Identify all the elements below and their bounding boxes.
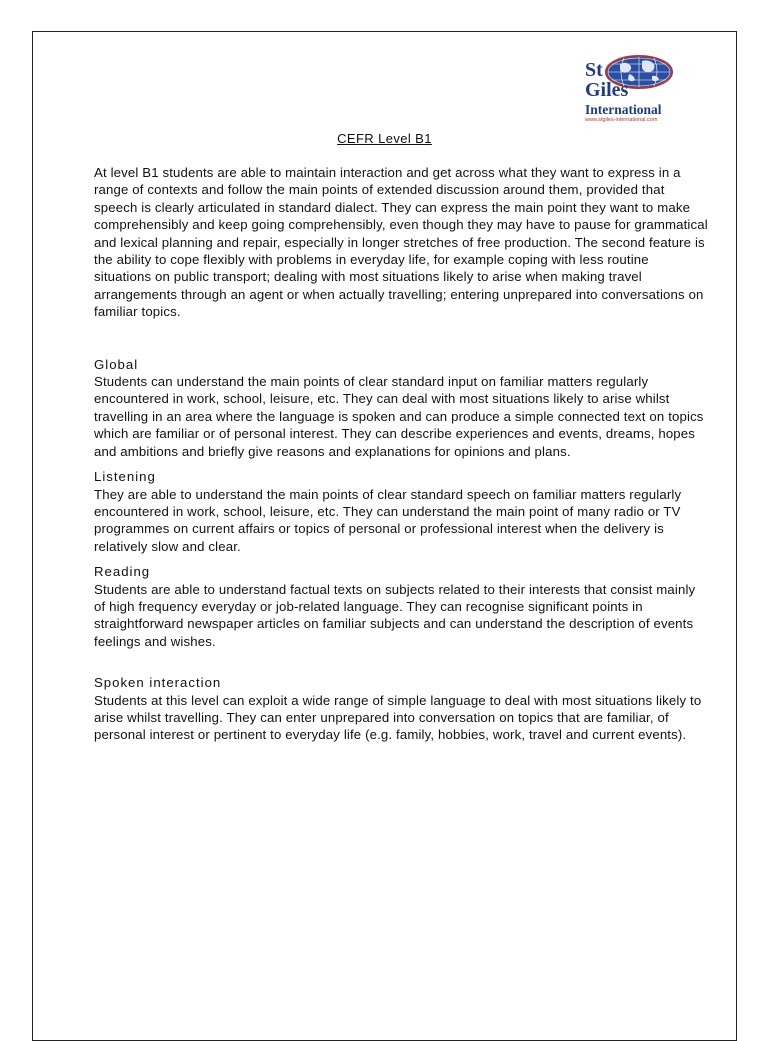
section-global	[94, 356, 709, 460]
section-text: Students are able to understand factual texts on subjects related to their interests that consist mainly of high frequency everyday or job-related language. They can recognise significant points in straightforward newspaper articles on familiar subjects and can understand the description of events feelings and wishes.	[94, 581, 696, 649]
section-listening	[94, 468, 709, 555]
intro-paragraph: At level B1 students are able to maintain interaction and get across what they want to express in a range of contexts and follow the main points of extended discussion around them, provided that speech is clearly articulated in standard dialect. They can express the main point they want to make comprehensibly and keep going comprehensibly, even though they may have to pause for grammatical and lexical planning and repair, especially in longer stretches of free production. The second feature is the ability to cope flexibly with problems in everyday life, for example coping with less routine situations on public transport; dealing with most situations likely to arise when making travel arrangements through an agent or when actually travelling; entering unprepared into conversations on familiar topics.	[94, 165, 708, 320]
section-heading: Reading	[94, 564, 151, 580]
globe-logo-icon	[584, 52, 677, 118]
logo-line2: Giles	[585, 79, 629, 101]
document-page	[32, 31, 737, 1041]
section-heading: Listening	[94, 469, 156, 485]
page-title	[33, 131, 736, 146]
logo-url: www.stgiles-international.com	[585, 117, 658, 123]
section-text: Students at this level can exploit a wide range of simple language to deal with most situations likely to arise whilst travelling. They can enter unprepared into conversation on topics that are familiar, of personal interest or pertinent to everyday life (e.g. family, hobbies, work, travel and current events).	[94, 692, 702, 743]
section-text: Students can understand the main points of clear standard input on familiar matters regularly encountered in work, school, leisure, etc. They can deal with most situations likely to arise whilst travelling in an area where the language is spoken and can produce a simple connected text on topics which are familiar or of personal interest. They can describe experiences and events, dreams, hopes and ambitions and briefly give reasons and explanations for opinions and plans.	[94, 374, 704, 459]
section-heading: Spoken interaction	[94, 675, 222, 691]
st-giles-logo	[584, 52, 677, 130]
section-reading	[94, 563, 709, 650]
document-body	[94, 164, 709, 744]
logo-line3: International	[585, 102, 662, 117]
section-spoken-interaction	[94, 674, 709, 744]
page-title-text: CEFR Level B1	[337, 131, 432, 146]
section-text: They are able to understand the main points of clear standard speech on familiar matters regularly encountered in work, school, leisure, etc. They can understand the main point of many radio or TV programmes on current affairs or topics of personal or professional interest when the delivery is relatively slow and clear.	[94, 486, 682, 554]
section-heading: Global	[94, 356, 139, 372]
logo-line1: St	[585, 59, 603, 81]
